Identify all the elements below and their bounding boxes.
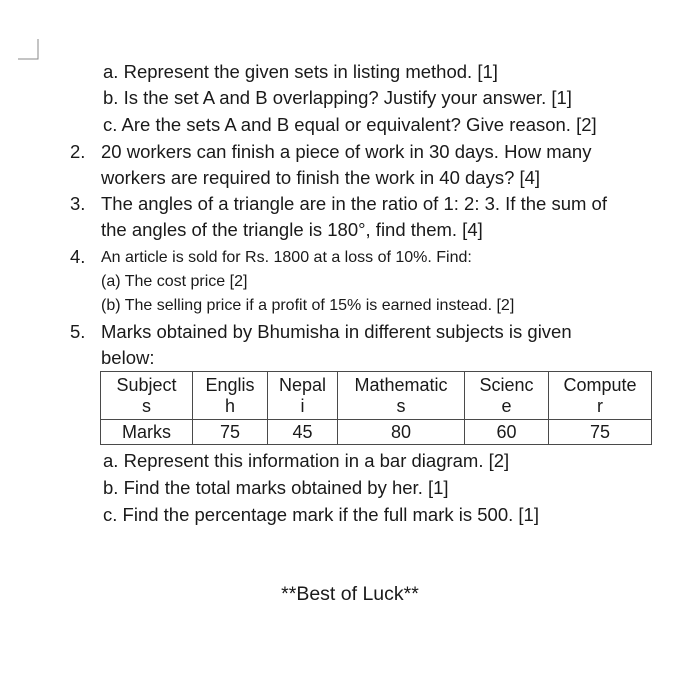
footer-best-of-luck: **Best of Luck** — [281, 583, 419, 605]
header-wrap-cell: s — [338, 397, 465, 420]
q2-number: 2. — [70, 141, 86, 162]
value-cell: 80 — [338, 420, 465, 445]
q3-number: 3. — [70, 193, 86, 214]
header-wrap-cell: s — [101, 397, 193, 420]
header-cell: Subject — [101, 372, 193, 398]
header-wrap-cell: i — [268, 397, 338, 420]
table-header-row — [101, 372, 652, 398]
header-cell: Nepal — [268, 372, 338, 398]
value-cell: 75 — [193, 420, 268, 445]
table-header-wrap-row — [101, 397, 652, 420]
header-cell: Compute — [549, 372, 652, 398]
header-wrap-cell: r — [549, 397, 652, 420]
q5-line-2: below: — [101, 347, 155, 368]
header-cell: Englis — [193, 372, 268, 398]
header-wrap-cell: h — [193, 397, 268, 420]
q1-part-a: a. Represent the given sets in listing method. [1] — [103, 61, 498, 82]
q5-part-a: a. Represent this information in a bar diagram. [2] — [103, 450, 510, 471]
q5-line-1: Marks obtained by Bhumisha in different subjects is given — [101, 321, 572, 342]
header-cell: Mathematic — [338, 372, 465, 398]
q3-line-1: The angles of a triangle are in the ratio of 1: 2: 3. If the sum of — [101, 193, 607, 214]
q3-line-2: the angles of the triangle is 180°, find them. [4] — [101, 219, 483, 240]
q2-line-1: 20 workers can finish a piece of work in 30 days. How many — [101, 141, 592, 162]
q1-part-c: c. Are the sets A and B equal or equivalent? Give reason. [2] — [103, 114, 597, 135]
q5-part-b: b. Find the total marks obtained by her. [1] — [103, 477, 449, 498]
q5-number: 5. — [70, 321, 86, 342]
q1-part-b: b. Is the set A and B overlapping? Justify your answer. [1] — [103, 87, 572, 108]
marks-table — [100, 371, 652, 445]
header-wrap-cell: e — [465, 397, 549, 420]
header-cell: Scienc — [465, 372, 549, 398]
table-row — [101, 420, 652, 445]
q2-line-2: workers are required to finish the work in 40 days? [4] — [101, 167, 541, 188]
value-cell: 60 — [465, 420, 549, 445]
q5-part-c: c. Find the percentage mark if the full mark is 500. [1] — [103, 504, 539, 525]
q4-line: An article is sold for Rs. 1800 at a loss of 10%. Find: — [101, 249, 472, 266]
q4-number: 4. — [70, 246, 86, 267]
page-corner-mark — [17, 38, 39, 60]
value-cell: 75 — [549, 420, 652, 445]
q4-part-a: (a) The cost price [2] — [101, 273, 248, 290]
q4-part-b: (b) The selling price if a profit of 15% is earned instead. [2] — [101, 297, 515, 314]
value-cell: 45 — [268, 420, 338, 445]
row-label-cell: Marks — [101, 420, 193, 445]
